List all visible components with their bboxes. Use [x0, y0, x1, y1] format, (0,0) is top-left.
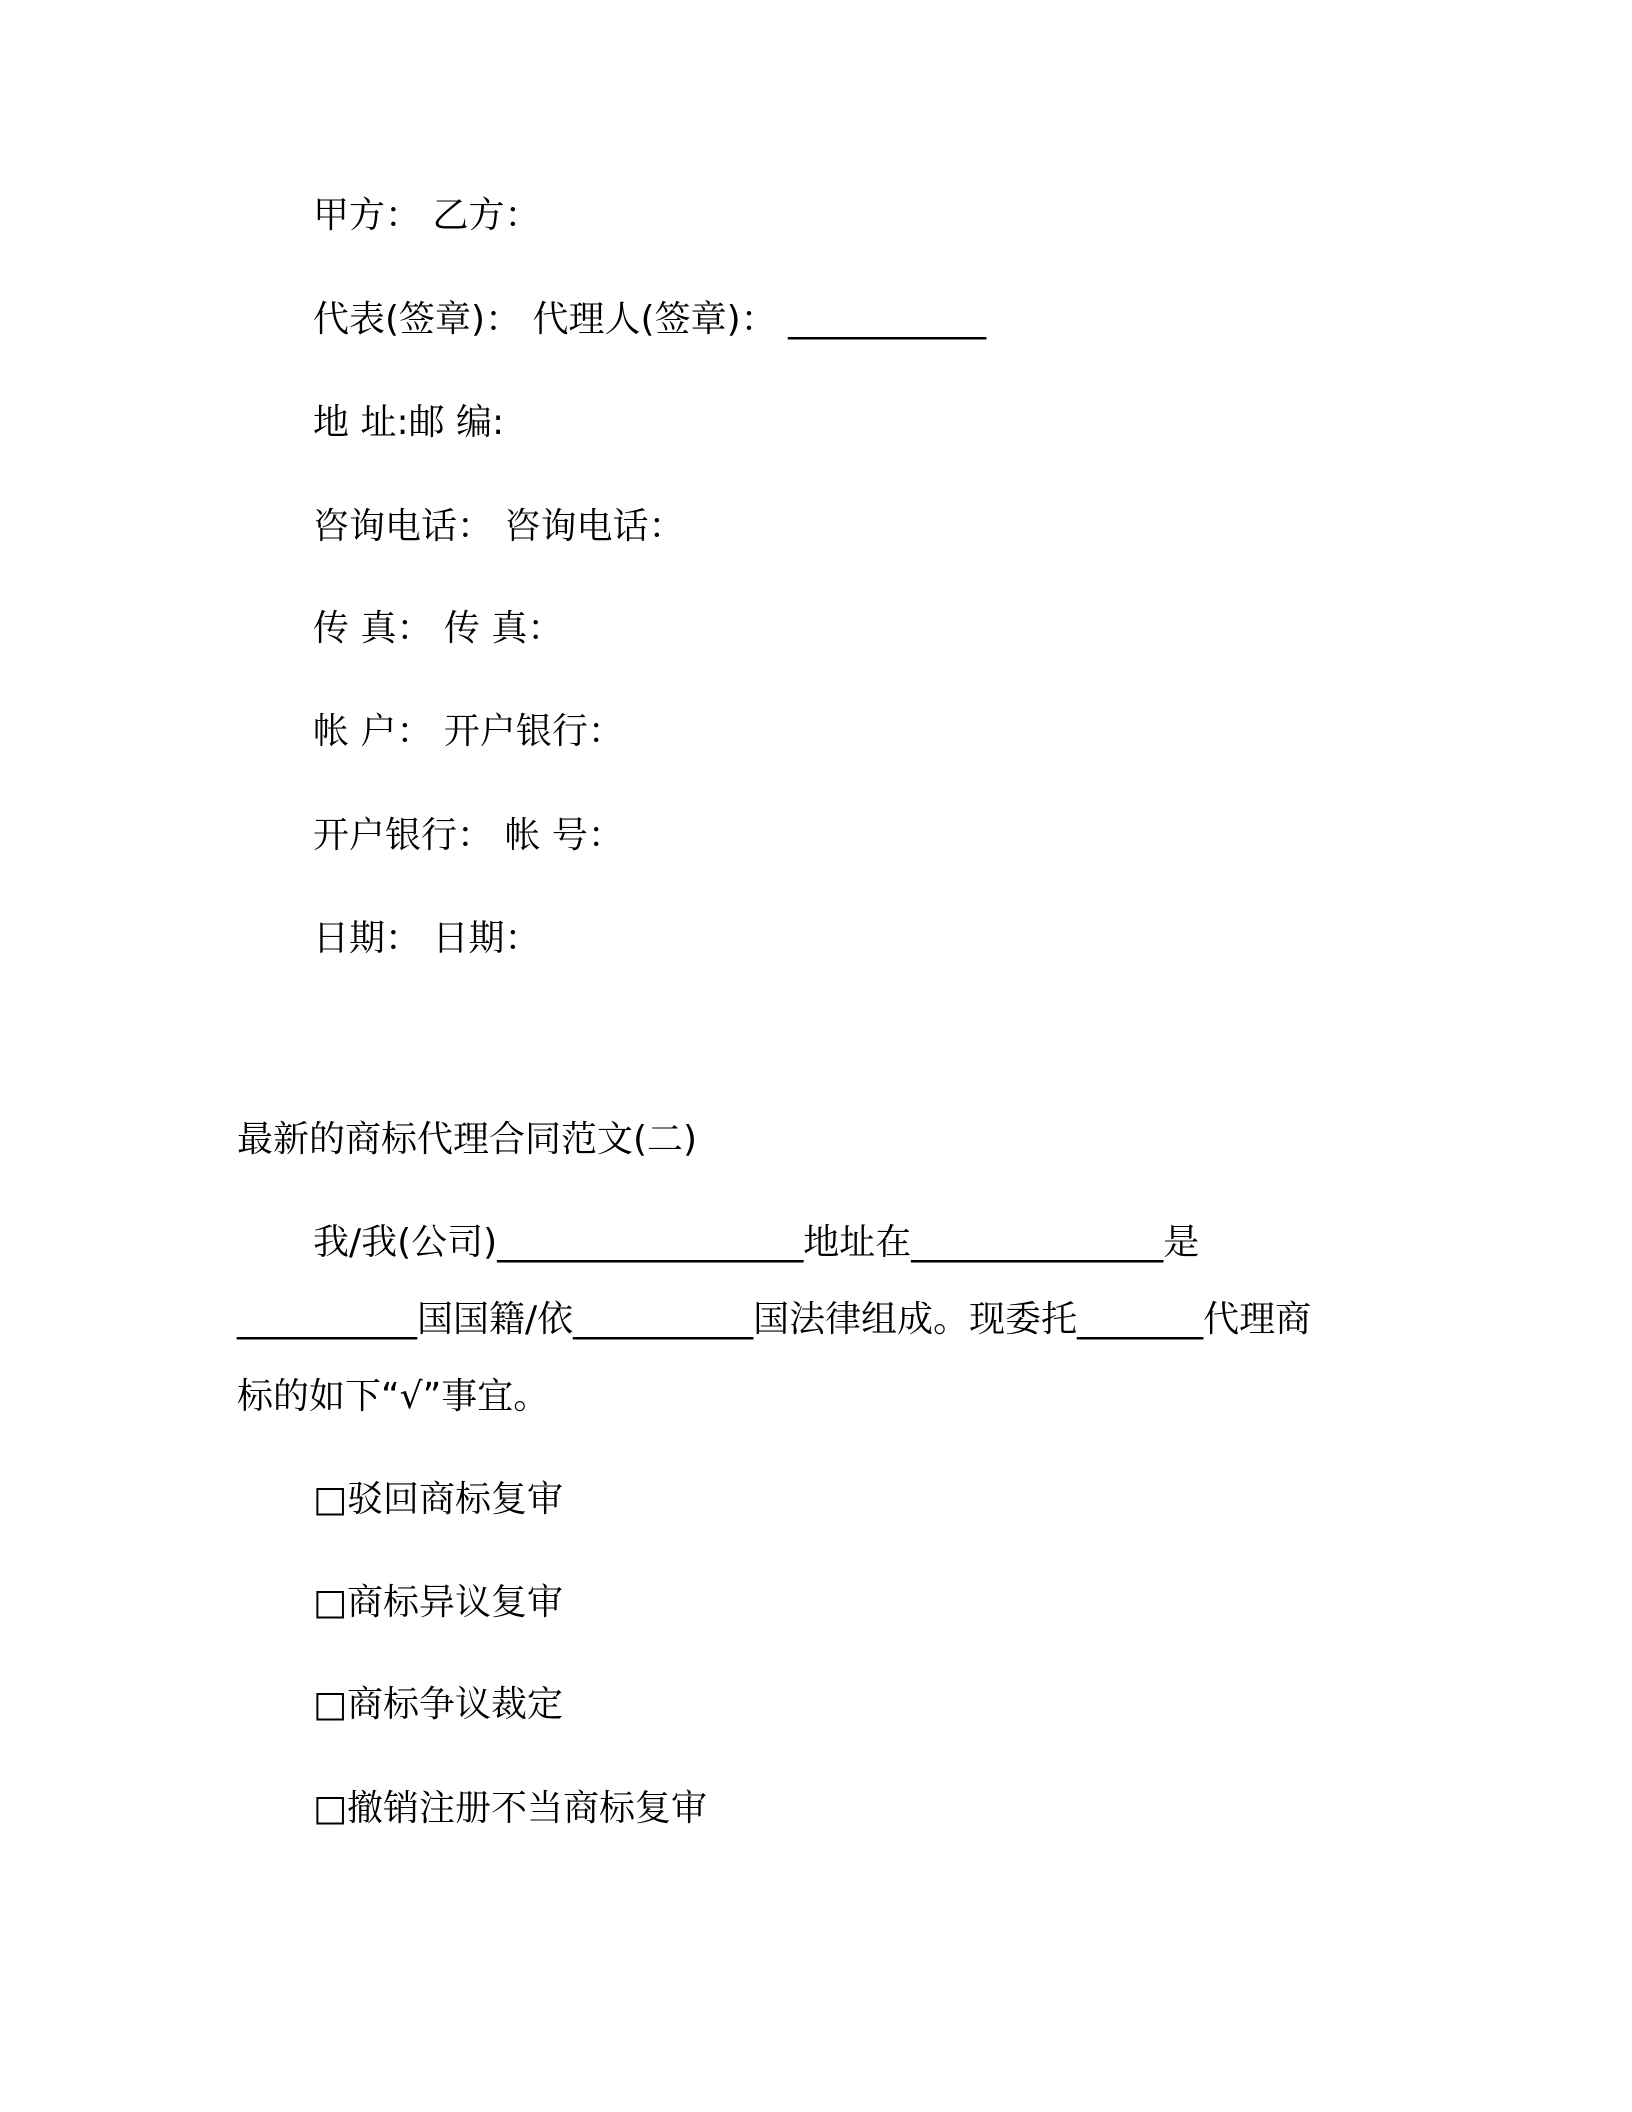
fax-line: 传 真： 传 真： — [313, 608, 564, 649]
representative-signature-line: 代表(签章)： 代理人(签章)： ___________ — [313, 299, 987, 340]
section-title: 最新的商标代理合同范文(二) — [237, 1119, 698, 1160]
paragraph-line: 我/我(公司)_________________地址在______________是 — [313, 1222, 1200, 1263]
party-names-line: 甲方： 乙方： — [313, 195, 541, 236]
option-opposition-review: □商标异议复审 — [313, 1582, 564, 1623]
option-rejected-trademark-review: □驳回商标复审 — [313, 1479, 564, 1520]
paragraph-line: __________国国籍/依__________国法律组成。现委托_______代理商 — [237, 1299, 1312, 1340]
date-line: 日期： 日期： — [313, 918, 541, 959]
account-bank-line: 帐 户： 开户银行： — [313, 711, 624, 752]
address-postcode-line: 地 址:邮 编: — [313, 402, 505, 443]
paragraph-line: 标的如下“√”事宜。 — [237, 1376, 550, 1417]
option-improper-registration-review: □撤销注册不当商标复审 — [313, 1788, 708, 1829]
option-dispute-ruling: □商标争议裁定 — [313, 1684, 564, 1725]
bank-account-number-line: 开户银行： 帐 号： — [313, 815, 624, 856]
phone-line: 咨询电话： 咨询电话： — [313, 506, 685, 547]
